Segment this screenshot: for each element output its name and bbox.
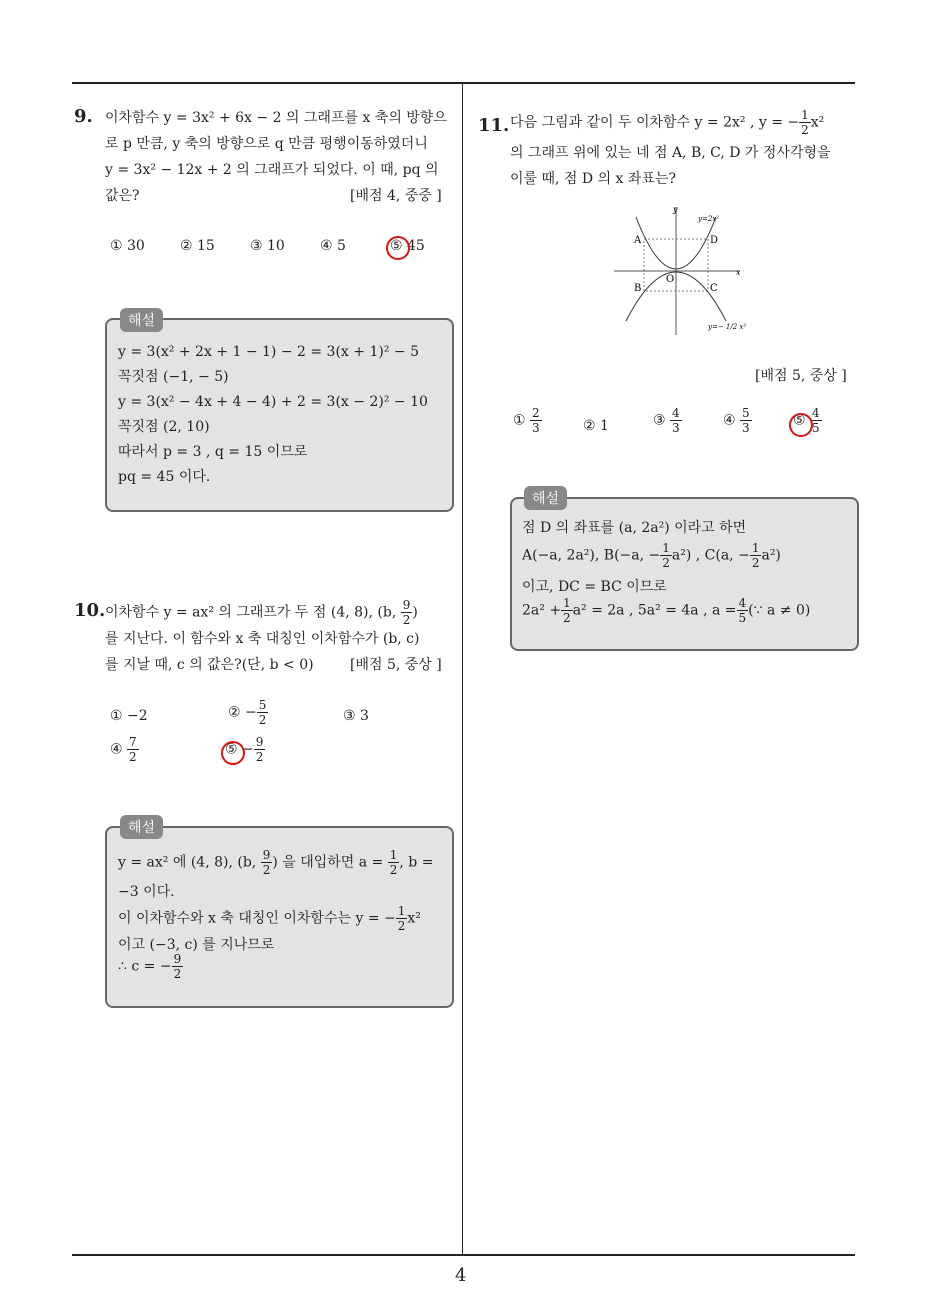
q11-choice-4[interactable]: ④ $\frac{5}{3}$	[723, 406, 750, 435]
q10-sol-2: −3 이다.	[118, 884, 175, 900]
q10-number: 10.	[74, 600, 106, 621]
q11-choice-2[interactable]: ② 1	[583, 418, 609, 434]
q9-line-2: 로 p 만큼, y 축의 방향으로 q 만큼 평행이동하였더니	[105, 136, 428, 152]
q9-solution-tab: 해설	[120, 308, 163, 332]
page-number: 4	[455, 1265, 467, 1286]
q10-choice-4-mark: ④	[110, 741, 123, 758]
q11-number: 11.	[478, 115, 510, 136]
q11-choice-1[interactable]: ① $\frac{2}{3}$	[513, 406, 540, 435]
q9-line-4: 값은?	[105, 188, 140, 204]
q9-line-3: y = 3x² − 12x + 2 의 그래프가 되었다. 이 때, pq 의	[105, 162, 439, 178]
q10-line-3: 를 지날 때, c 의 값은?(단, b < 0)	[105, 657, 314, 673]
q11-line-3: 이룰 때, 점 D 의 x 좌표는?	[510, 171, 676, 187]
q9-sol-2: 꼭짓점 (−1, − 5)	[118, 369, 229, 385]
q10-choice-2-frac: $\frac{5}{2}$	[258, 698, 267, 727]
q10-choice-2[interactable]	[228, 698, 268, 727]
q9-choice-4[interactable]: ④ 5	[320, 238, 346, 254]
q10-line-2: 를 지난다. 이 함수와 x 축 대칭인 이차함수가 (b, c)	[105, 631, 420, 647]
bottom-rule	[72, 1254, 855, 1256]
q9-sol-6: pq = 45 이다.	[118, 469, 211, 485]
q10-sol-1: y = ax² 에 (4, 8), (b, $\frac{9}{2}$ ) 을 대입하면 a = $\frac{1}{2}$ , b =	[118, 848, 434, 877]
column-divider	[462, 83, 463, 1255]
q9-choice-5[interactable]: ⑤ 45	[390, 238, 425, 254]
q11-sol-4: 2a² + $\frac{1}{2}$ a² = 2a , 5a² = 4a , a = $\frac{4}{5}$ (∵ a ≠ 0)	[522, 596, 811, 625]
q10-choice-2-mark: ② −	[228, 704, 257, 721]
q9-sol-3: y = 3(x² − 4x + 4 − 4) + 2 = 3(x − 2)² − 10	[118, 394, 428, 410]
q10-solution-tab: 해설	[120, 815, 163, 839]
q9-answer-mark	[386, 236, 410, 260]
q9-line-1: 이차함수 y = 3x² + 6x − 2 의 그래프를 x 축의 방향으	[105, 110, 447, 126]
q10-choice-4-frac: $\frac{7}{2}$	[129, 735, 137, 764]
label-y: y	[673, 205, 678, 214]
label-C: C	[710, 283, 718, 294]
q11-meta: [배점 5, 중상 ]	[755, 368, 847, 384]
q11-sol-2: A(−a, 2a²), B(−a, − $\frac{1}{2}$ a²) , C(a, − $\frac{1}{2}$ a²)	[522, 541, 781, 570]
q11-sol-1: 점 D 의 좌표를 (a, 2a²) 이라고 하면	[522, 520, 747, 536]
q9-choice-2[interactable]: ② 15	[180, 238, 215, 254]
label-O: O	[666, 274, 675, 285]
q10-choice-5-frac: $\frac{9}{2}$	[255, 735, 264, 764]
label-B: B	[634, 283, 642, 294]
q11-choice-5[interactable]: ⑤ $\frac{4}{5}$	[793, 406, 820, 435]
q10-choice-5-mark: ⑤ −	[225, 741, 254, 758]
q10-answer-mark	[221, 741, 245, 765]
label-A: A	[634, 235, 642, 246]
top-rule	[72, 82, 855, 84]
label-D: D	[710, 235, 719, 246]
q9-number: 9.	[74, 106, 93, 127]
label-x: x	[736, 268, 741, 277]
q10-choice-1[interactable]: ① −2	[110, 708, 148, 724]
q10-sol-4: 이고 (−3, c) 를 지나므로	[118, 937, 275, 953]
q11-choice-3[interactable]: ③ $\frac{4}{3}$	[653, 406, 680, 435]
q11-solution-tab: 해설	[524, 486, 567, 510]
q10-sol-3: 이 이차함수와 x 축 대칭인 이차함수는 y = − $\frac{1}{2}$ x²	[118, 904, 421, 933]
q9-choice-1[interactable]: ① 30	[110, 238, 145, 254]
q11-answer-mark	[789, 413, 813, 437]
q9-sol-5: 따라서 p = 3 , q = 15 이므로	[118, 444, 308, 460]
q11-line-2: 의 그래프 위에 있는 네 점 A, B, C, D 가 정사각형을	[510, 145, 831, 161]
q11-sol-3: 이고, DC = BC 이므로	[522, 579, 667, 595]
q10-line-1: 이차함수 y = ax² 의 그래프가 두 점 (4, 8), (b, $\frac{9}{2}$ )	[105, 598, 418, 627]
q11-parabola-figure	[612, 203, 762, 338]
q10-line-1-text: 이차함수 y = ax² 의 그래프가 두 점 (4, 8), (b,	[105, 604, 397, 621]
q11-line-1: 다음 그림과 같이 두 이차함수 y = 2x² , y = − $\frac{1}{2}$ x²	[510, 108, 825, 137]
q10-sol-5: ∴ c = − $\frac{9}{2}$	[118, 952, 182, 981]
q9-meta: [배점 4, 중중 ]	[350, 188, 442, 204]
label-top-curve: y=2x²	[698, 215, 720, 223]
q10-meta: [배점 5, 중상 ]	[350, 657, 442, 673]
q9-choice-3[interactable]: ③ 10	[250, 238, 285, 254]
q10-line-1-frac: $\frac{9}{2}$	[402, 598, 411, 627]
label-bottom-curve: y=− 1/2 x²	[708, 323, 747, 331]
q9-sol-1: y = 3(x² + 2x + 1 − 1) − 2 = 3(x + 1)² − 5	[118, 344, 419, 360]
q9-sol-4: 꼭짓점 (2, 10)	[118, 419, 210, 435]
q10-choice-4[interactable]	[110, 735, 139, 764]
q10-choice-3[interactable]: ③ 3	[343, 708, 369, 724]
